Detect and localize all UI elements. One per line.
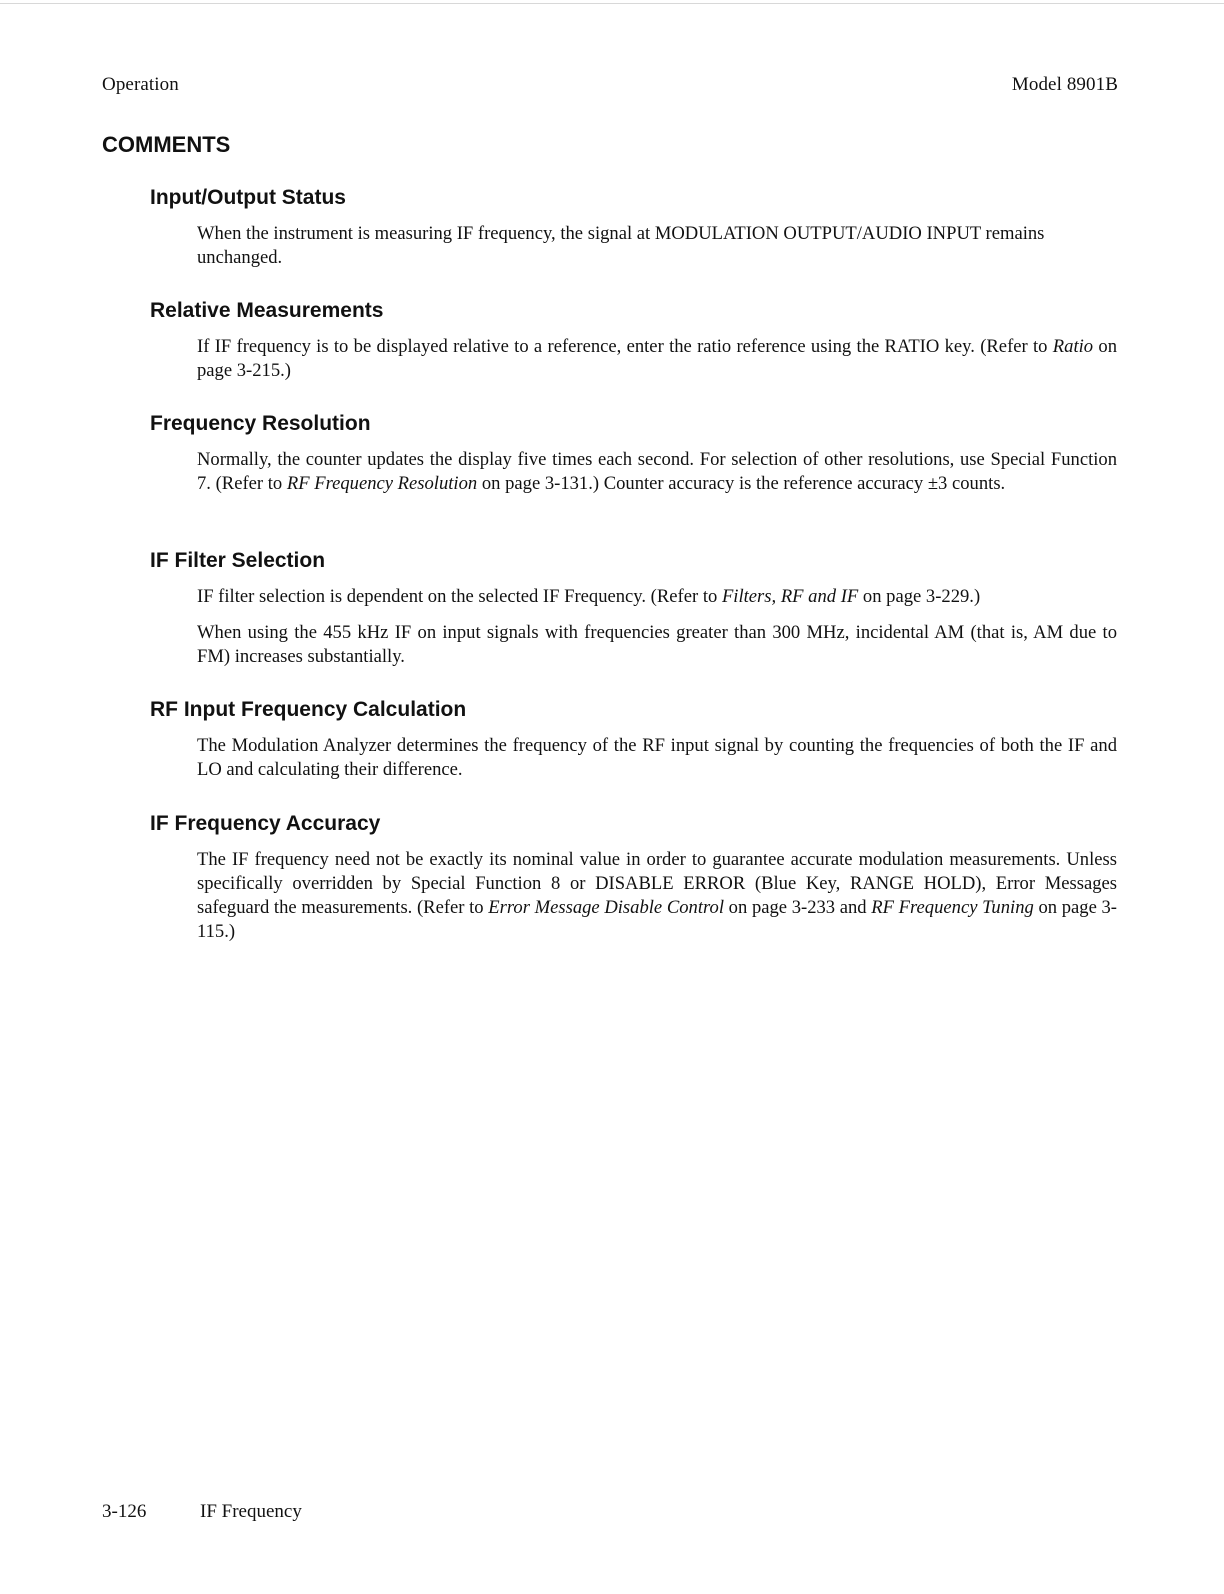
running-head-section: Operation	[102, 74, 179, 95]
paragraph	[197, 335, 1117, 383]
cross-reference-rf-frequency-tuning: RF Frequency Tuning	[871, 897, 1034, 918]
subsection-title: Input/Output Status	[150, 186, 346, 209]
text-run: on page 3-131.) Counter accuracy is the reference accuracy ±3 counts.	[477, 473, 1006, 494]
subsection-title: RF Input Frequency Calculation	[150, 698, 467, 721]
text-run: on page 3-115.)	[197, 897, 1117, 942]
cross-reference-rf-frequency-resolution: RF Frequency Resolution	[286, 473, 478, 494]
text-run: Normally, the counter updates the display five times each second. For selection of other resolutions, use Special Function 7. (Refer to	[197, 449, 1117, 494]
paragraph	[197, 585, 1117, 609]
paragraph: When the instrument is measuring IF frequency, the signal at MODULATION OUTPUT/AUDIO INPUT remains unchanged.	[197, 223, 1045, 268]
subsection-title: Relative Measurements	[150, 299, 384, 322]
subsection-relative-measurements	[150, 298, 1120, 383]
cross-reference-filters-rf-and-if: Filters, RF and IF	[721, 586, 859, 607]
page-top-rule	[0, 3, 1224, 4]
text-run: on page 3-229.)	[858, 586, 981, 607]
paragraph: The Modulation Analyzer determines the frequency of the RF input signal by counting the frequencies of both the IF and LO and calculating their difference.	[197, 735, 1117, 780]
subsection-rf-input-frequency-calculation	[150, 697, 1120, 782]
paragraph	[197, 448, 1117, 496]
subsection-title: IF Frequency Accuracy	[150, 812, 381, 835]
running-head-model: Model 8901B	[1011, 74, 1118, 95]
subsection-title: Frequency Resolution	[150, 412, 371, 435]
subsection-title: IF Filter Selection	[150, 549, 326, 572]
text-run: The IF frequency need not be exactly its nominal value in order to guarantee accurate modulation measurements. Unless specifically overridden by Special Function 8 or DISABLE ERROR (Blue Key, RANGE HOLD), Error Messages safeguard the measurements. (Refer to	[197, 849, 1117, 918]
subsection-if-filter-selection	[150, 548, 1120, 669]
subsection-frequency-resolution	[150, 411, 1120, 496]
footer-title: IF Frequency	[200, 1501, 302, 1522]
subsection-if-frequency-accuracy	[150, 811, 1120, 944]
subsection-input-output-status	[150, 185, 1120, 270]
paragraph	[197, 848, 1117, 944]
page-number: 3-126	[102, 1501, 147, 1522]
comments-heading: COMMENTS	[102, 132, 231, 157]
text-run: If IF frequency is to be displayed relative to a reference, enter the ratio reference using the RATIO key. (Refer to	[197, 336, 1053, 357]
cross-reference-ratio: Ratio	[1052, 336, 1094, 357]
cross-reference-error-message-disable-control: Error Message Disable Control	[488, 897, 725, 918]
text-run: on page 3-215.)	[197, 336, 1117, 381]
text-run: IF filter selection is dependent on the selected IF Frequency. (Refer to	[197, 586, 722, 607]
text-run: on page 3-233 and	[724, 897, 872, 918]
paragraph: When using the 455 kHz IF on input signals with frequencies greater than 300 MHz, incidental AM (that is, AM due to FM) increases substantially.	[197, 622, 1117, 667]
